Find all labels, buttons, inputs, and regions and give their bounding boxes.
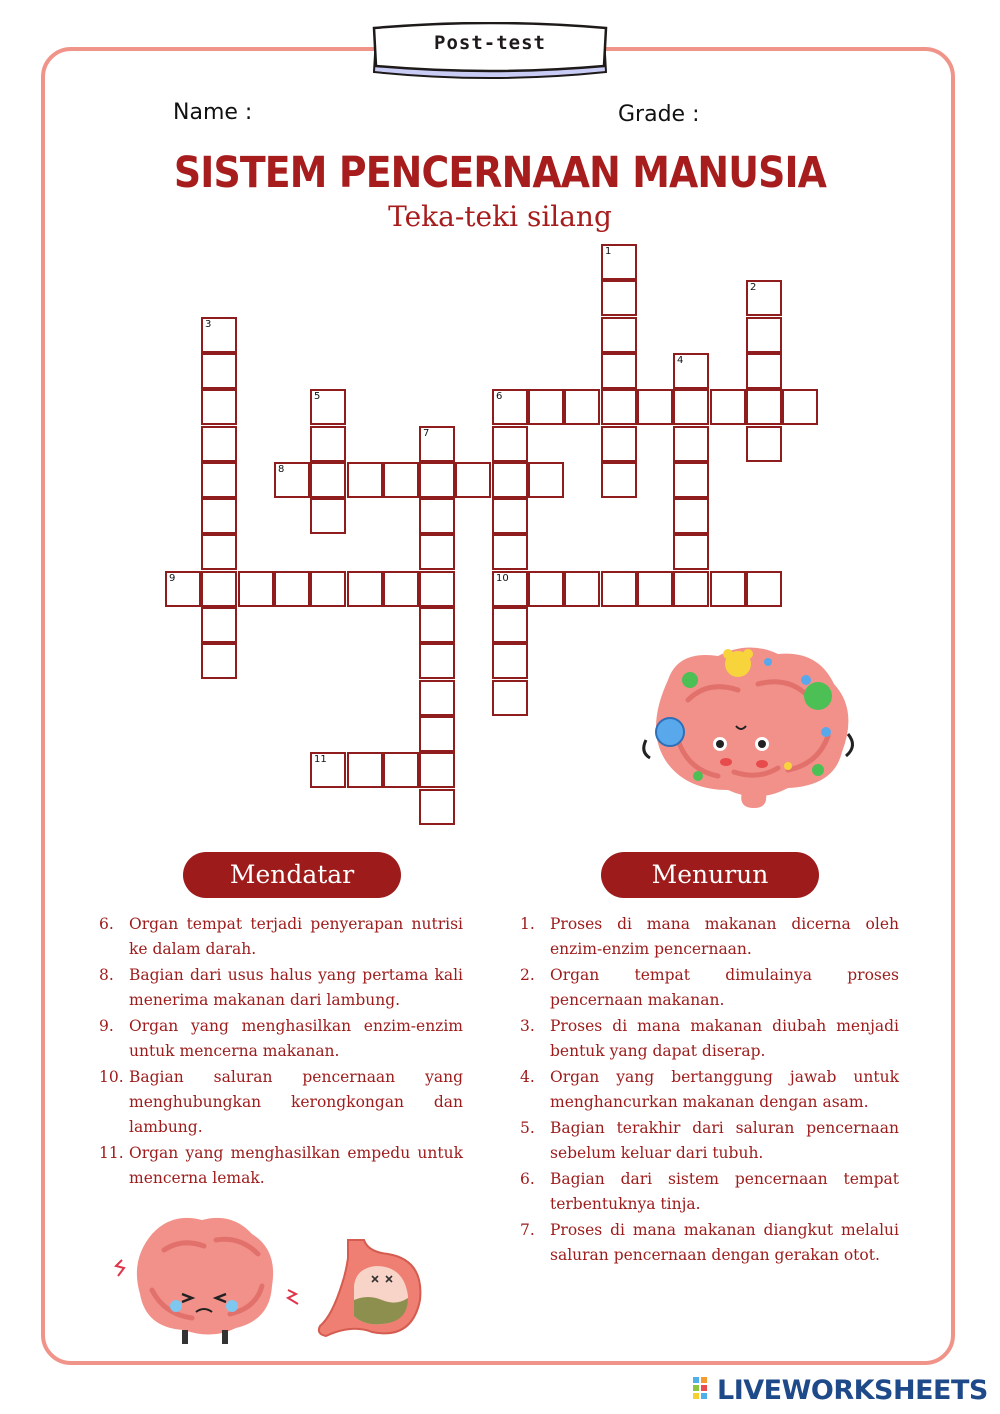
clue-number: 6 bbox=[496, 391, 503, 402]
clue-item-text: Organ tempat terjadi penyerapan nutrisi ke dalam darah. bbox=[129, 915, 463, 958]
crossword-cell[interactable] bbox=[201, 462, 237, 498]
mendatar-heading: Mendatar bbox=[183, 852, 401, 898]
clue-item-text: Proses di mana makanan diubah menjadi bentuk yang dapat diserap. bbox=[550, 1017, 899, 1060]
crossword-cell[interactable] bbox=[673, 534, 709, 570]
crossword-cell[interactable] bbox=[201, 607, 237, 643]
crossword-cell[interactable] bbox=[601, 353, 637, 389]
clue-number: 2 bbox=[750, 282, 757, 293]
crossword-cell[interactable] bbox=[347, 571, 383, 607]
clue-item bbox=[520, 1065, 899, 1115]
crossword-cell[interactable] bbox=[310, 389, 346, 425]
menurun-clue-list bbox=[520, 912, 899, 1269]
crossword-cell[interactable] bbox=[201, 571, 237, 607]
clue-item-number: 6. bbox=[99, 915, 114, 933]
crossword-cell[interactable] bbox=[492, 643, 528, 679]
clue-item bbox=[99, 1065, 463, 1140]
clue-item-number: 7. bbox=[520, 1221, 535, 1239]
crossword-cell[interactable] bbox=[419, 789, 455, 825]
clue-number: 5 bbox=[314, 391, 321, 402]
clue-item-number: 8. bbox=[99, 966, 114, 984]
crossword-cell[interactable] bbox=[419, 571, 455, 607]
clue-item-number: 11. bbox=[99, 1144, 124, 1162]
crossword-cell[interactable] bbox=[310, 752, 346, 788]
crossword-cell[interactable] bbox=[419, 426, 455, 462]
menurun-heading: Menurun bbox=[601, 852, 819, 898]
clue-item-number: 5. bbox=[520, 1119, 535, 1137]
crossword-cell[interactable] bbox=[492, 498, 528, 534]
liveworksheets-watermark bbox=[693, 1373, 988, 1407]
crossword-cell[interactable] bbox=[310, 426, 346, 462]
crossword-cell[interactable] bbox=[201, 353, 237, 389]
crossword-cell[interactable] bbox=[601, 389, 637, 425]
crossword-cell[interactable] bbox=[274, 462, 310, 498]
crossword-cell[interactable] bbox=[419, 643, 455, 679]
crossword-cell[interactable] bbox=[419, 716, 455, 752]
crossword-cell[interactable] bbox=[746, 317, 782, 353]
clue-item-number: 10. bbox=[99, 1068, 124, 1086]
clue-item-text: Bagian dari sistem pencernaan tempat terbentuknya tinja. bbox=[550, 1170, 899, 1213]
banner-label: Post-test bbox=[434, 32, 546, 54]
stomach-illustration bbox=[312, 1236, 426, 1342]
crossword-cell[interactable] bbox=[492, 680, 528, 716]
crossword-cell[interactable] bbox=[201, 643, 237, 679]
clue-item bbox=[99, 1014, 463, 1064]
crossword-cell[interactable] bbox=[201, 498, 237, 534]
crossword-cell[interactable] bbox=[201, 426, 237, 462]
crossword-cell[interactable] bbox=[274, 571, 310, 607]
crossword-cell[interactable] bbox=[564, 389, 600, 425]
crossword-cell[interactable] bbox=[310, 498, 346, 534]
crossword-cell[interactable] bbox=[564, 571, 600, 607]
clue-number: 7 bbox=[423, 428, 430, 439]
crossword-cell[interactable] bbox=[347, 752, 383, 788]
crossword-cell[interactable] bbox=[746, 426, 782, 462]
crossword-cell[interactable] bbox=[201, 317, 237, 353]
clue-item-text: Bagian dari usus halus yang pertama kali menerima makanan dari lambung. bbox=[129, 966, 463, 1009]
crossword-cell[interactable] bbox=[201, 389, 237, 425]
clue-item-number: 4. bbox=[520, 1068, 535, 1086]
clue-item bbox=[520, 963, 899, 1013]
crossword-cell[interactable] bbox=[383, 462, 419, 498]
crossword-cell[interactable] bbox=[601, 317, 637, 353]
crossword-cell[interactable] bbox=[528, 389, 564, 425]
crossword-cell[interactable] bbox=[782, 389, 818, 425]
clue-item bbox=[520, 912, 899, 962]
crossword-cell[interactable] bbox=[419, 498, 455, 534]
crossword-cell[interactable] bbox=[601, 426, 637, 462]
clue-number: 1 bbox=[605, 246, 612, 257]
clue-item-text: Organ yang bertanggung jawab untuk menghancurkan makanan dengan asam. bbox=[550, 1068, 899, 1111]
crossword-cell[interactable] bbox=[673, 462, 709, 498]
crossword-cell[interactable] bbox=[710, 389, 746, 425]
clue-number: 8 bbox=[278, 464, 285, 475]
mendatar-clue-list bbox=[99, 912, 463, 1192]
crossword-cell[interactable] bbox=[455, 462, 491, 498]
clue-item-text: Organ tempat dimulainya proses pencernaan makanan. bbox=[550, 966, 899, 1009]
clue-item bbox=[520, 1116, 899, 1166]
crossword-cell[interactable] bbox=[310, 571, 346, 607]
crossword-cell[interactable] bbox=[492, 571, 528, 607]
clue-item bbox=[520, 1218, 899, 1268]
crossword-cell[interactable] bbox=[201, 534, 237, 570]
crossword-cell[interactable] bbox=[165, 571, 201, 607]
crossword-cell[interactable] bbox=[383, 752, 419, 788]
crossword-cell[interactable] bbox=[601, 244, 637, 280]
clue-number: 4 bbox=[677, 355, 684, 366]
crossword-cell[interactable] bbox=[419, 680, 455, 716]
crossword-cell[interactable] bbox=[746, 389, 782, 425]
crossword-cell[interactable] bbox=[419, 752, 455, 788]
page-subtitle: Teka-teki silang bbox=[388, 200, 612, 233]
clue-number: 3 bbox=[205, 319, 212, 330]
clue-number: 10 bbox=[496, 573, 509, 584]
clue-item-text: Bagian terakhir dari saluran pencernaan sebelum keluar dari tubuh. bbox=[550, 1119, 899, 1162]
crossword-cell[interactable] bbox=[673, 353, 709, 389]
crossword-cell[interactable] bbox=[492, 426, 528, 462]
crossword-cell[interactable] bbox=[673, 571, 709, 607]
crossword-cell[interactable] bbox=[601, 462, 637, 498]
clue-item bbox=[99, 1141, 463, 1191]
clue-item-number: 9. bbox=[99, 1017, 114, 1035]
clue-item-number: 2. bbox=[520, 966, 535, 984]
clue-item bbox=[520, 1014, 899, 1064]
clue-item-number: 6. bbox=[520, 1170, 535, 1188]
crossword-cell[interactable] bbox=[673, 389, 709, 425]
clue-number: 11 bbox=[314, 754, 327, 765]
clue-item-number: 3. bbox=[520, 1017, 535, 1035]
clue-number: 9 bbox=[169, 573, 176, 584]
crossword-cell[interactable] bbox=[310, 462, 346, 498]
crossword-cell[interactable] bbox=[637, 571, 673, 607]
crossword-cell[interactable] bbox=[419, 534, 455, 570]
crossword-cell[interactable] bbox=[492, 389, 528, 425]
page-title: SISTEM PENCERNAAN MANUSIA bbox=[173, 148, 827, 198]
crossword-cell[interactable] bbox=[673, 426, 709, 462]
crossword-cell[interactable] bbox=[492, 534, 528, 570]
crossword-cell[interactable] bbox=[419, 607, 455, 643]
crossword-cell[interactable] bbox=[601, 280, 637, 316]
crossword-cell[interactable] bbox=[637, 389, 673, 425]
crossword-cell[interactable] bbox=[238, 571, 274, 607]
clue-item bbox=[99, 963, 463, 1013]
sad-intestine-illustration bbox=[112, 1210, 312, 1350]
crossword-cell[interactable] bbox=[419, 462, 455, 498]
clue-item-text: Proses di mana makanan dicerna oleh enzim-enzim pencernaan. bbox=[550, 915, 899, 958]
crossword-cell[interactable] bbox=[528, 462, 564, 498]
happy-intestine-illustration bbox=[638, 640, 860, 810]
clue-item bbox=[520, 1167, 899, 1217]
clue-item-text: Organ yang menghasilkan empedu untuk mencerna lemak. bbox=[129, 1144, 463, 1187]
crossword-cell[interactable] bbox=[746, 280, 782, 316]
crossword-cell[interactable] bbox=[746, 571, 782, 607]
clue-item-number: 1. bbox=[520, 915, 535, 933]
clue-item-text: Proses di mana makanan diangkut melalui saluran pencernaan dengan gerakan otot. bbox=[550, 1221, 899, 1264]
liveworksheets-text: LIVEWORKSHEETS bbox=[717, 1374, 988, 1406]
crossword-cell[interactable] bbox=[492, 462, 528, 498]
clue-item bbox=[99, 912, 463, 962]
crossword-cell[interactable] bbox=[528, 571, 564, 607]
liveworksheets-logo-icon bbox=[693, 1377, 715, 1403]
grade-label: Grade : bbox=[618, 102, 700, 127]
crossword-cell[interactable] bbox=[492, 607, 528, 643]
crossword-cell[interactable] bbox=[347, 462, 383, 498]
crossword-cell[interactable] bbox=[710, 571, 746, 607]
crossword-cell[interactable] bbox=[746, 353, 782, 389]
crossword-cell[interactable] bbox=[673, 498, 709, 534]
clue-item-text: Bagian saluran pencernaan yang menghubungkan kerongkongan dan lambung. bbox=[129, 1068, 463, 1136]
clue-item-text: Organ yang menghasilkan enzim-enzim untuk mencerna makanan. bbox=[129, 1017, 463, 1060]
crossword-cell[interactable] bbox=[601, 571, 637, 607]
name-label: Name : bbox=[173, 100, 253, 125]
crossword-cell[interactable] bbox=[383, 571, 419, 607]
